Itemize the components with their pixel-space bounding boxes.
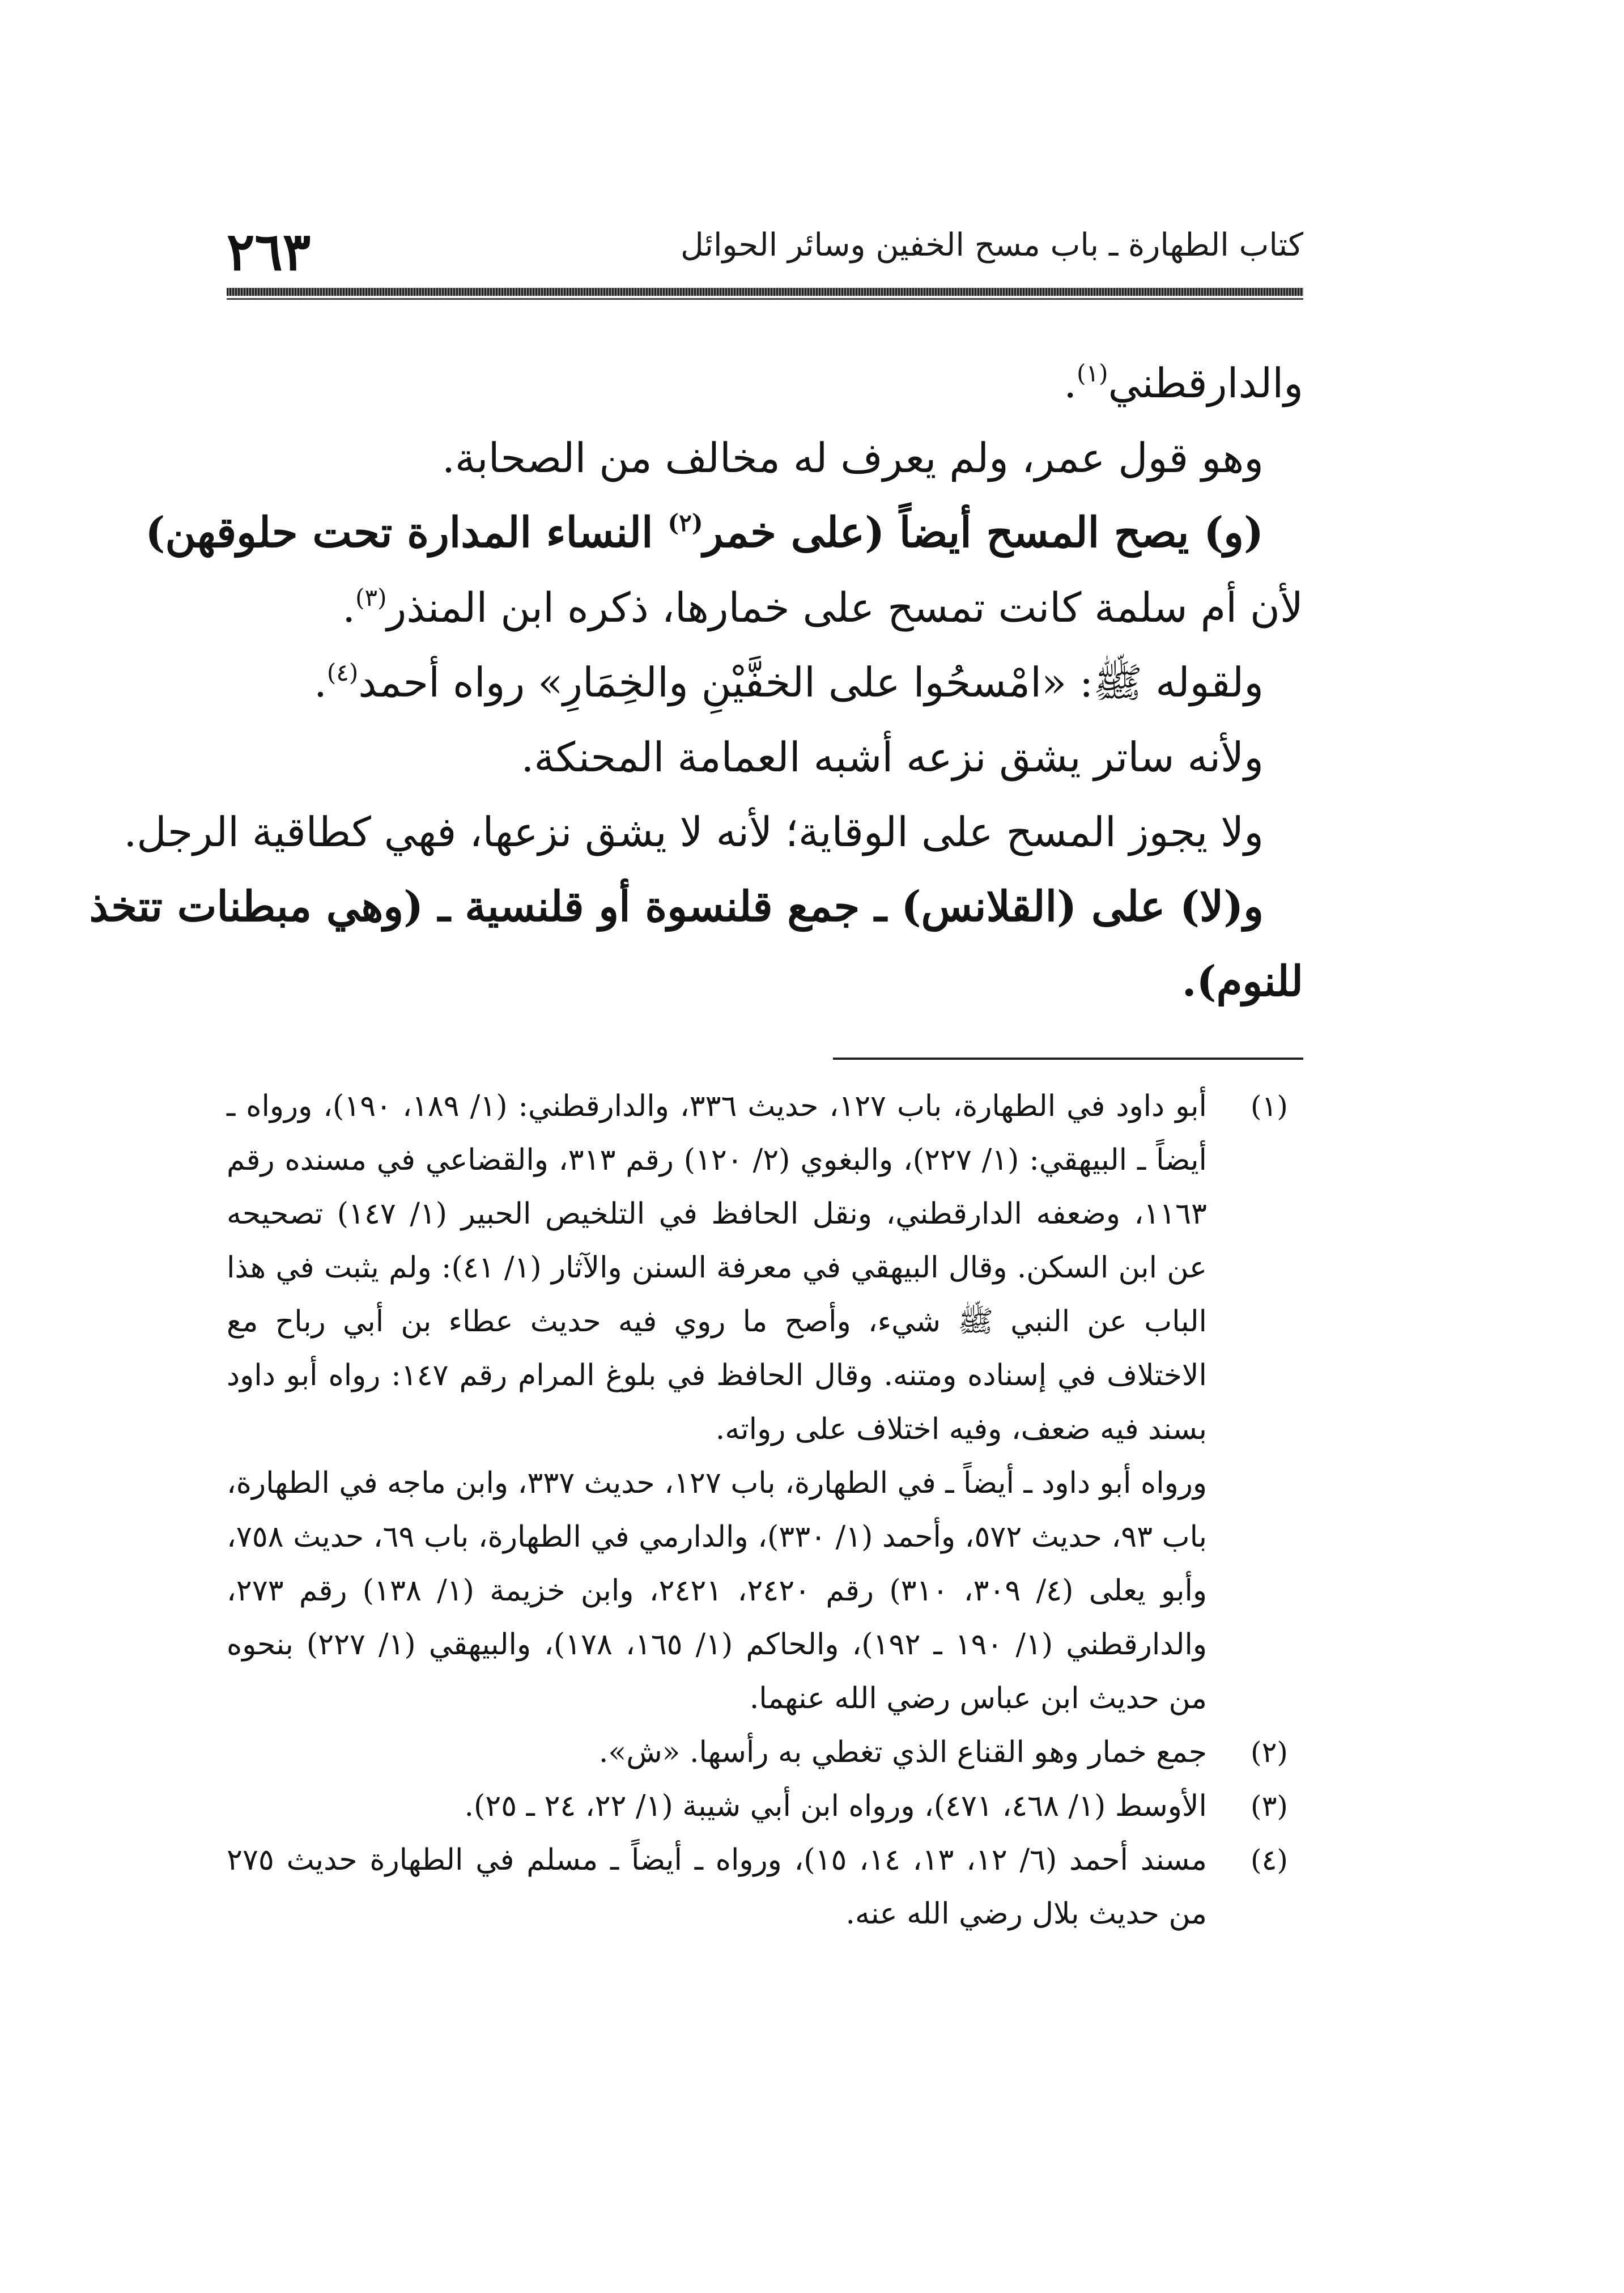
footnote-text: جمع خمار وهو القناع الذي تغطي به رأسها. «ش». — [598, 1735, 1207, 1769]
matn-paragraph — [145, 495, 1303, 570]
paragraph — [227, 346, 1303, 421]
running-head: كتاب الطهارة ـ باب مسح الخفين وسائر الحوائل — [680, 227, 1303, 264]
footnote-2 — [227, 1726, 1303, 1780]
footnote-ref[interactable]: (٤) — [326, 659, 359, 686]
footnote-text: أبو داود في الطهارة، باب ١٢٧، حديث ٣٣٦، والدارقطني: (١/ ١٨٩، ١٩٠)، ورواه ـ أيضاً ـ البيهقي: (١/ ٢٢٧)، والبغوي (٢/ ١٢٠) رقم ٣١٣، والقضاعي في مسنده رقم ١١٦٣، وضعفه الدارقطني، ونقل الحافظ في التلخيص الحبير (١/ ١٤٧) تصحيحه عن ابن السكن. وقال البيهقي في معرفة السنن والآثار (١/ ٤١): ولم يثبت في هذا الباب عن النبي ﷺ شيء، وأصح ما روي فيه حديث عطاء بن أبي رباح مع الاختلاف في إسناده ومتنه. وقال الحافظ في بلوغ المرام رقم ١٤٧: رواه أبو داود بسند فيه ضعف، وفيه اختلاف على رواته. — [227, 1089, 1208, 1446]
paragraph — [227, 645, 1303, 720]
footnote-ref[interactable]: (١) — [1077, 359, 1108, 387]
header-rule — [227, 288, 1303, 296]
footnote-number: (٤) — [1251, 1844, 1288, 1876]
footnote-4 — [227, 1833, 1303, 1941]
paragraph-end: . — [342, 584, 356, 631]
footnotes — [227, 1080, 1303, 1941]
footnote-number: (٢) — [1251, 1736, 1288, 1769]
paragraph-end: . — [1064, 359, 1077, 407]
matn-paragraph: للنوم). — [1181, 957, 1303, 1006]
footnote-number: (١) — [1251, 1090, 1288, 1123]
paragraph: ولا يجوز المسح على الوقاية؛ لأنه لا يشق نزعها، فهي كطاقية الرجل. — [124, 808, 1264, 856]
footnote-number: (٣) — [1251, 1790, 1288, 1823]
footnote-ref[interactable]: (٣) — [355, 584, 387, 612]
footnote-text: الأوسط (١/ ٤٦٨، ٤٧١)، ورواه ابن أبي شيبة (١/ ٢٢، ٢٤ ـ ٢٥). — [464, 1789, 1207, 1823]
paragraph-text: والدارقطني — [1108, 359, 1303, 407]
footnote-separator — [833, 1058, 1303, 1060]
paragraph: ولأنه ساتر يشق نزعه أشبه العمامة المحنكة. — [521, 733, 1264, 781]
header-rule-thin — [227, 298, 1303, 300]
matn-paragraph: و(لا) على (القلانس) ـ جمع قلنسوة أو قلنسية ـ (وهي مبطنات تتخذ — [89, 882, 1264, 931]
paragraph-end: . — [313, 659, 327, 706]
main-text — [89, 346, 1303, 1019]
footnote-3 — [227, 1780, 1303, 1833]
paragraph-text: ولقوله ﷺ: «امْسحُوا على الخفَّيْنِ والخِمَارِ» رواه أحمد — [358, 659, 1264, 706]
footnote-ref[interactable]: (٢) — [668, 509, 703, 537]
matn-text: (و) يصح المسح أيضاً (على خمر — [703, 508, 1264, 557]
footnote-continuation: ورواه أبو داود ـ أيضاً ـ في الطهارة، باب ١٢٧، حديث ٣٣٧، وابن ماجه في الطهارة، باب ٩٣، حديث ٥٧٢، وأحمد (١/ ٣٣٠)، والدارمي في الطهارة، باب ٦٩، حديث ٧٥٨، وأبو يعلى (٤/ ٣٠٩، ٣١٠) رقم ٢٤٢٠، ٢٤٢١، وابن خزيمة (١/ ١٣٨) رقم ٢٧٣، والدارقطني (١/ ١٩٠ ـ ١٩٢)، والحاكم (١/ ١٦٥، ١٧٨)، والبيهقي (١/ ٢٢٧) بنحوه من حديث ابن عباس رضي الله عنهما. — [227, 1466, 1208, 1715]
matn-text: النساء المدارة تحت حلوقهن) — [145, 508, 668, 557]
page-number: ٢٦٣ — [227, 221, 311, 282]
page-header — [227, 215, 1303, 295]
footnote-text: مسند أحمد (٦/ ١٢، ١٣، ١٤، ١٥)، ورواه ـ أيضاً ـ مسلم في الطهارة حديث ٢٧٥ من حديث بلال رضي الله عنه. — [227, 1843, 1207, 1931]
paragraph-text: لأن أم سلمة كانت تمسح على خمارها، ذكره ابن المنذر — [386, 584, 1303, 631]
paragraph — [227, 570, 1303, 645]
footnote-1 — [227, 1080, 1303, 1457]
paragraph: وهو قول عمر، ولم يعرف له مخالف من الصحابة. — [442, 434, 1264, 482]
